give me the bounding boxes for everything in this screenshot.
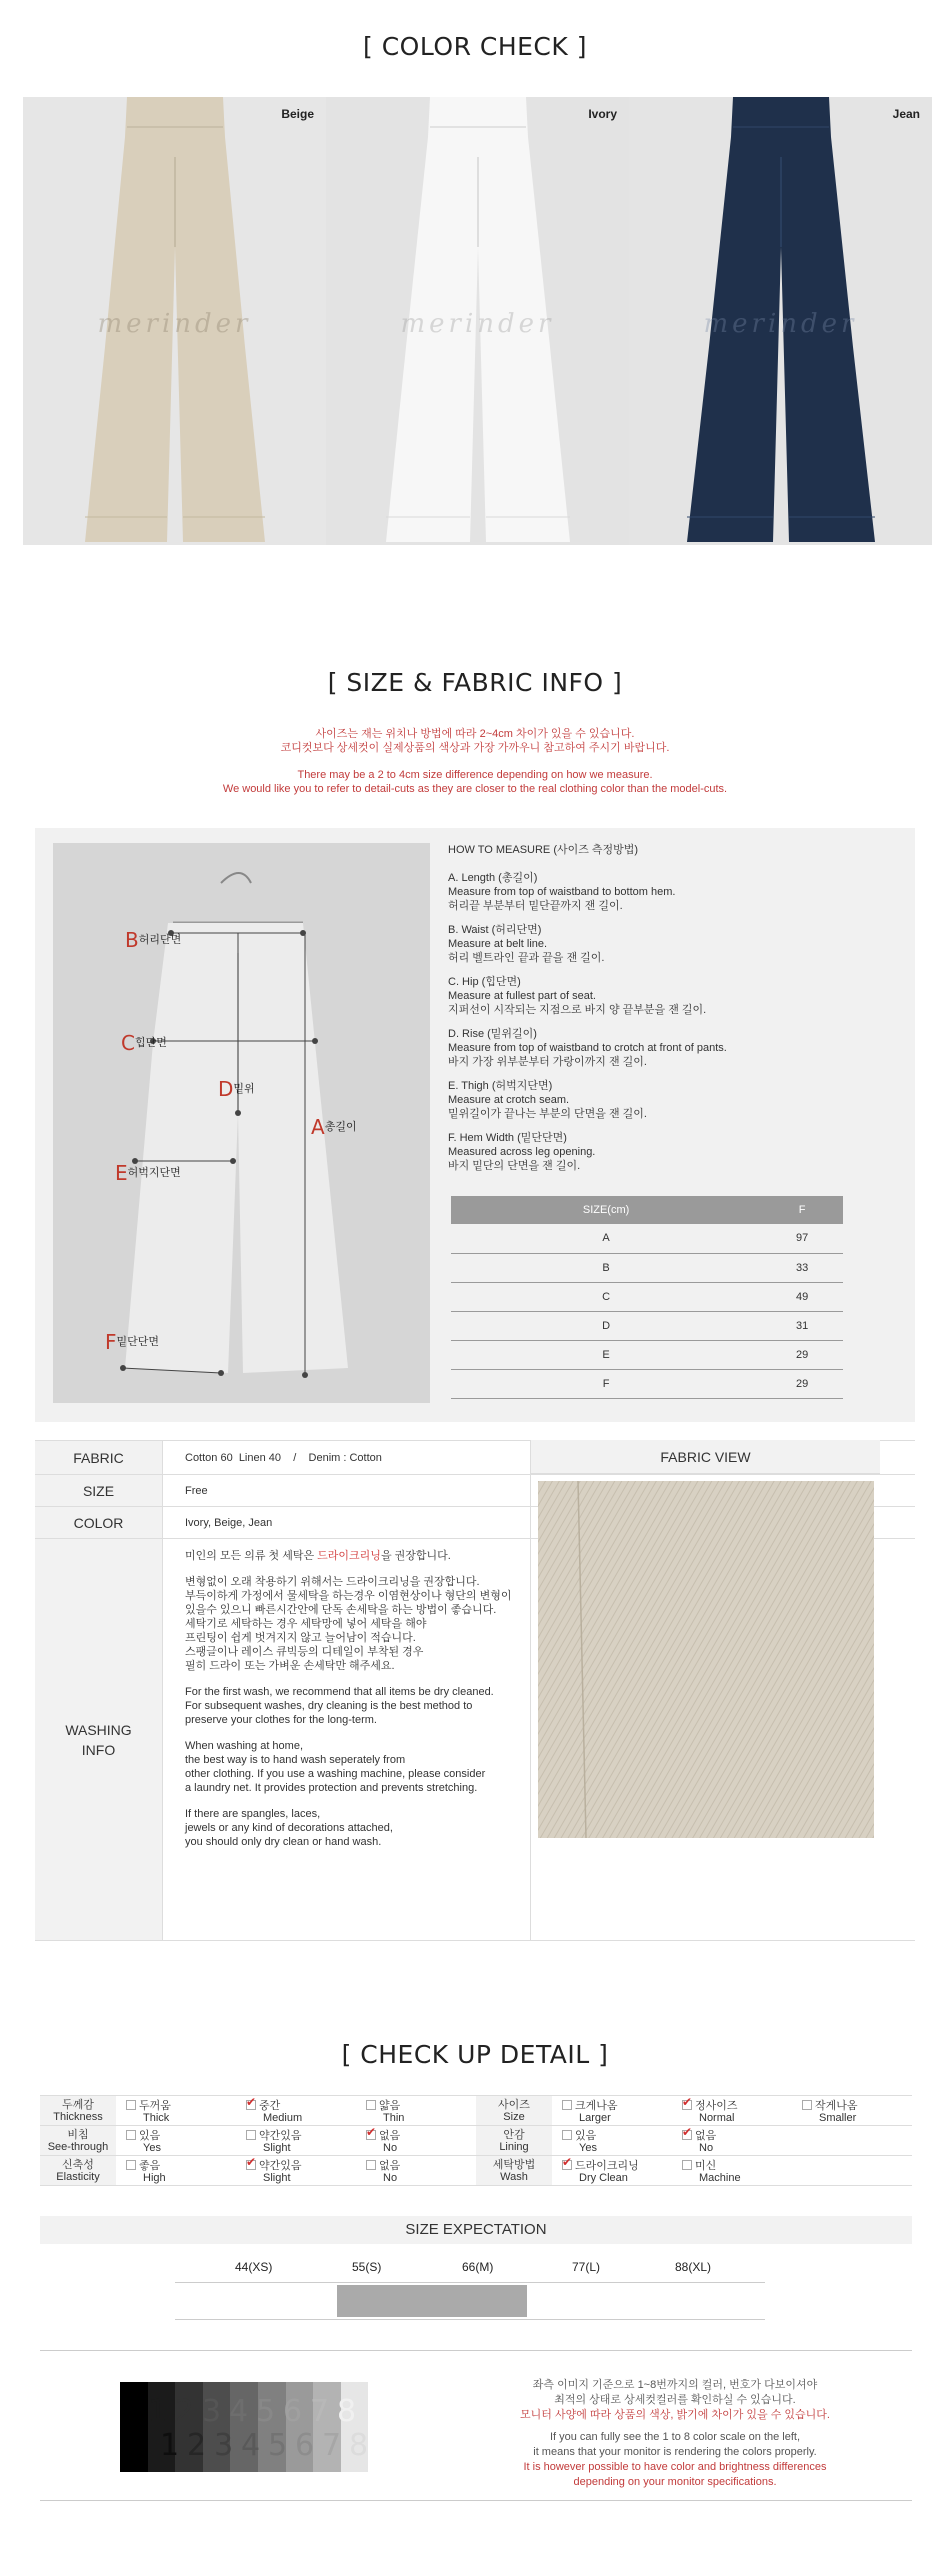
table-row: E 29	[451, 1340, 843, 1369]
checkbox-icon	[366, 2160, 376, 2170]
watermark: merinder	[400, 309, 555, 339]
diagram-label-c: C힙단면	[121, 1031, 167, 1055]
option-thick: 두꺼움 Thick	[116, 2096, 236, 2125]
size-label-66: 66(M)	[462, 2260, 494, 2274]
color-photo-jean	[629, 97, 932, 545]
checked-icon	[246, 2160, 256, 2170]
checked-icon	[246, 2100, 256, 2110]
color-label: COLOR	[35, 1507, 163, 1538]
size-note-ko-2: 코디컷보다 상세컷이 실제상품의 색상과 가장 가까우니 참고하여 주시기 바랍니다.	[280, 742, 670, 754]
size-table	[451, 1196, 843, 1399]
monitor-note-en-1: If you can fully see the 1 to 8 color scale on the left,	[549, 2431, 801, 2443]
size-range-bar	[337, 2285, 527, 2317]
diagram-label-d: D밑위	[218, 1077, 255, 1101]
option-medium: ✔중간 Medium	[236, 2096, 356, 2125]
size-label-55: 55(S)	[352, 2260, 382, 2274]
measurement-diagram	[53, 843, 430, 1403]
diagram-label-b: B허리단면	[125, 928, 182, 952]
color-label-beige: Beige	[281, 107, 314, 121]
table-row: D 31	[451, 1311, 843, 1340]
size-range-track	[175, 2282, 765, 2320]
checkbox-icon	[126, 2100, 136, 2110]
option-empty	[792, 2156, 912, 2185]
color-check-title: [ COLOR CHECK ]	[363, 32, 587, 61]
size-label-88: 88(XL)	[675, 2260, 712, 2274]
size-note-en-2: We would like you to refer to detail-cuts as they are closer to the real clothing color than the model-cuts.	[222, 783, 728, 795]
option-no: ✔없음 No	[356, 2126, 476, 2155]
checkbox-icon	[246, 2130, 256, 2140]
option-slight: ✔약간있음 Slight	[236, 2156, 356, 2185]
washing-label: WASHING INFO	[35, 1539, 163, 1940]
option-smaller: 작게나옴 Smaller	[792, 2096, 912, 2125]
option-thin: 얇음 Thin	[356, 2096, 476, 2125]
size-table-header-size: SIZE(cm)	[451, 1196, 761, 1224]
diagram-label-f: F밑단단면	[105, 1330, 160, 1354]
option-normal: ✔정사이즈 Normal	[672, 2096, 792, 2125]
size-label: SIZE	[35, 1475, 163, 1506]
size-note-en-1: There may be a 2 to 4cm size difference depending on how we measure.	[297, 769, 653, 781]
size-note-ko-1: 사이즈는 재는 위치나 방법에 따라 2~4cm 차이가 있을 수 있습니다.	[315, 728, 635, 740]
checkbox-icon	[126, 2130, 136, 2140]
checked-icon	[682, 2100, 692, 2110]
fabric-view-title: FABRIC VIEW	[531, 1440, 880, 1474]
option-larger: 크게나옴 Larger	[552, 2096, 672, 2125]
checkbox-icon	[682, 2160, 692, 2170]
monitor-note-ko-1: 좌측 이미지 기준으로 1~8번까지의 컬러, 번호가 다보이셔야	[532, 2379, 818, 2391]
option-machine: 미신 Machine	[672, 2156, 792, 2185]
option-slight: 약간있음 Slight	[236, 2126, 356, 2155]
lining-header: 안감 Lining	[476, 2126, 552, 2155]
check-up-title: [ CHECK UP DETAIL ]	[341, 2040, 609, 2069]
pants-diagram-image	[53, 843, 430, 1403]
monitor-note-en-3: It is however possible to have color and brightness differences	[523, 2461, 827, 2473]
measure-e: E. Thigh (허벅지단면) Measure at crotch seam. 밑위길이가 끝나는 부분의 단면을 잰 길이.	[448, 1080, 647, 1120]
option-high: 좋음 High	[116, 2156, 236, 2185]
size-label-77: 77(L)	[572, 2260, 601, 2274]
option-lining-no: ✔없음 No	[672, 2126, 792, 2155]
wash-header: 세탁방법 Wash	[476, 2156, 552, 2185]
diagram-label-e: E허벅지단면	[115, 1161, 181, 1185]
monitor-note-ko-2: 최적의 상태로 상세컷컬러를 확인하실 수 있습니다.	[554, 2394, 796, 2406]
how-to-measure-title: HOW TO MEASURE (사이즈 측정방법)	[448, 844, 639, 856]
color-photo-beige	[23, 97, 326, 545]
option-yes: 있음 Yes	[116, 2126, 236, 2155]
checkbox-icon	[366, 2100, 376, 2110]
size-expectation-title: SIZE EXPECTATION	[40, 2216, 912, 2244]
checkbox-icon	[562, 2100, 572, 2110]
table-row: A 97	[451, 1224, 843, 1253]
fabric-label: FABRIC	[35, 1441, 163, 1474]
size-fit-header: 사이즈 Size	[476, 2096, 552, 2125]
measure-d: D. Rise (밑위길이) Measure from top of waistband to crotch at front of pants. 바지 가장 위부분부터 가랑이까지 잰 길이.	[448, 1028, 727, 1068]
color-photo-ivory	[326, 97, 629, 545]
fabric-view-panel	[530, 1440, 880, 1940]
size-table-header-f: F	[761, 1196, 843, 1224]
size-value: Free	[185, 1484, 208, 1497]
table-row: F 29	[451, 1369, 843, 1398]
checked-icon	[682, 2130, 692, 2140]
option-empty	[792, 2126, 912, 2155]
fabric-value: Cotton 60 Linen 40 / Denim : Cotton	[185, 1451, 382, 1464]
checked-icon	[366, 2130, 376, 2140]
diagram-label-a: A총길이	[311, 1115, 357, 1139]
how-to-measure	[448, 843, 908, 1183]
check-up-row	[40, 2156, 912, 2186]
elasticity-header: 신축성 Elasticity	[40, 2156, 116, 2185]
divider	[40, 2500, 912, 2501]
check-up-row	[40, 2126, 912, 2156]
table-row: B 33	[451, 1253, 843, 1282]
checked-icon	[562, 2160, 572, 2170]
measure-b: B. Waist (허리단면) Measure at belt line. 허리 벨트라인 끝과 끝을 잰 길이.	[448, 924, 605, 964]
monitor-note-ko-3: 모니터 사양에 따라 상품의 색상, 밝기에 차이가 있을 수 있습니다.	[520, 2409, 830, 2421]
color-label-jean: Jean	[892, 107, 920, 121]
divider	[40, 2350, 912, 2351]
monitor-note-en-4: depending on your monitor specifications.	[573, 2476, 777, 2488]
check-up-row	[40, 2096, 912, 2126]
color-label-ivory: Ivory	[588, 107, 617, 121]
size-expectation-scale	[175, 2260, 765, 2320]
size-info-panel	[35, 828, 915, 1422]
size-label-44: 44(XS)	[235, 2260, 273, 2274]
measure-f: F. Hem Width (밑단단면) Measured across leg opening. 바지 밑단의 단면을 잰 길이.	[448, 1132, 596, 1172]
thickness-header: 두께감 Thickness	[40, 2096, 116, 2125]
checkbox-icon	[802, 2100, 812, 2110]
measure-c: C. Hip (힙단면) Measure at fullest part of seat. 지퍼선이 시작되는 지점으로 바지 양 끝부분을 잰 길이.	[448, 976, 707, 1016]
checkbox-icon	[562, 2130, 572, 2140]
color-value: Ivory, Beige, Jean	[185, 1516, 273, 1529]
scale-numbers-bottom: 1 2 3 4 5 6 7 8	[160, 2428, 369, 2463]
fabric-swatch-image	[538, 1481, 874, 1838]
watermark: merinder	[97, 309, 252, 339]
table-row: C 49	[451, 1282, 843, 1311]
size-fabric-title: [ SIZE & FABRIC INFO ]	[327, 668, 623, 697]
see-through-header: 비침 See-through	[40, 2126, 116, 2155]
scale-numbers-top: 1 2 3 4 5 6 7 8	[148, 2394, 358, 2429]
check-up-table	[40, 2095, 912, 2186]
option-lining-yes: 있음 Yes	[552, 2126, 672, 2155]
option-dry-clean: ✔드라이크리닝 Dry Clean	[552, 2156, 672, 2185]
measure-a: A. Length (총길이) Measure from top of waistband to bottom hem. 허리끝 부분부터 밑단끝까지 잰 길이.	[448, 872, 676, 912]
option-no: 없음 No	[356, 2156, 476, 2185]
checkbox-icon	[126, 2160, 136, 2170]
monitor-note-en-2: it means that your monitor is rendering the colors properly.	[533, 2446, 817, 2458]
watermark: merinder	[703, 309, 858, 339]
washing-info: 미인의 모든 의류 첫 세탁은 드라이크리닝을 권장합니다. 변형없이 오래 착용하기 위해서는 드라이크리닝을 권장합니다. 부득이하게 가정에서 물세탁을 하는경우 이염현상이나 형단의 변형이 있을수 있으니 빠른시간안에 단독 손세탁을 하는 방법이 좋습니다. 세탁기로 세탁하는 경우 세탁망에 넣어 세탁을 해야 프린팅이 쉽게 벗겨지지 않고 늘어남이 적습니다. 스팽글이나 레이스 큐빅등의 디테일이 부착된 경우 필히 드라이 또는 가벼운 손세탁만 해주세요. For the first wash, we recommend that all items be dry cleaned. For subsequent washes, dry cleaning is the best method to preserve your clothes for the long-term. When washing at home, the best way is to hand wash seperately from other clothing. If you use a washing machine, please consider a laundry net. It provides protection and prevents stretching. If there are spangles, laces, jewels or any kind of decorations attached, you should only dry clean or hand wash.	[185, 1550, 512, 1848]
